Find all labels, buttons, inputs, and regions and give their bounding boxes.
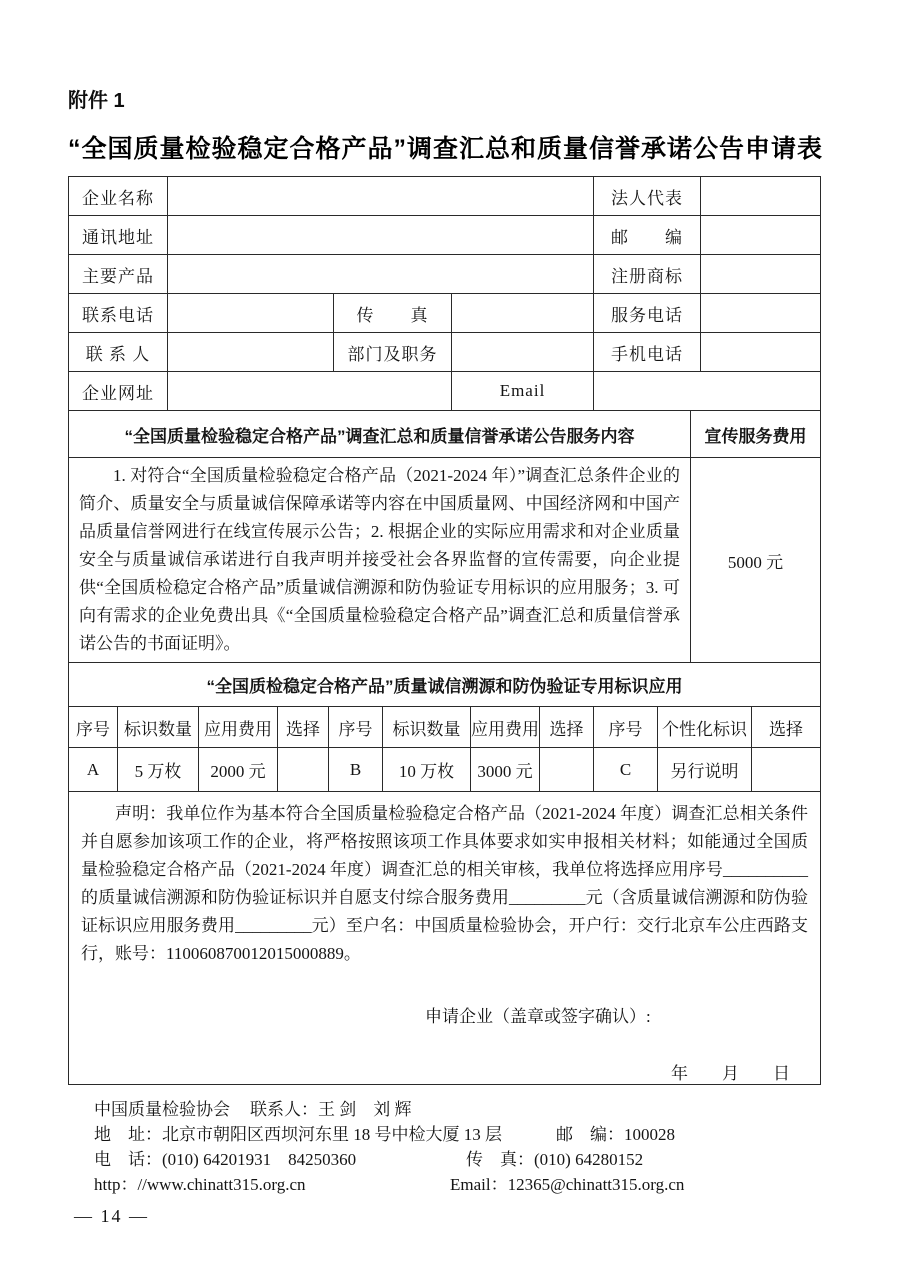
- option-b-fee: 3000 元: [471, 748, 540, 792]
- table-row: [69, 411, 821, 458]
- col-select-b: 选择: [540, 707, 594, 748]
- service-fee-value: 5000 元: [691, 458, 821, 663]
- table-row: [69, 216, 821, 255]
- postal-code-value-cell: [701, 216, 821, 255]
- service-phone-value-cell: [701, 294, 821, 333]
- table-row: [69, 255, 821, 294]
- option-a-qty: 5 万枚: [118, 748, 199, 792]
- trademark-value-cell: [701, 255, 821, 294]
- declaration-cell: [69, 792, 821, 1085]
- company-name-value-cell: [168, 177, 594, 216]
- email-value-cell: [594, 372, 821, 411]
- attachment-label: 附件 1: [68, 90, 125, 112]
- page-number: — 14 —: [74, 1206, 149, 1226]
- option-c-serial: C: [594, 748, 658, 792]
- mobile-phone-label: 手机电话: [594, 333, 701, 372]
- col-serial-a: 序号: [69, 707, 118, 748]
- col-select-a: 选择: [278, 707, 329, 748]
- postal-code-label: 邮 编: [594, 216, 701, 255]
- option-b-serial: B: [329, 748, 383, 792]
- col-fee-b: 应用费用: [471, 707, 540, 748]
- service-content-header: “全国质量检验稳定合格产品”调查汇总和质量信誉承诺公告服务内容: [69, 411, 691, 458]
- date-line: 年 月 日: [671, 1064, 790, 1083]
- contact-phone-value-cell: [168, 294, 334, 333]
- fax-value-cell: [452, 294, 594, 333]
- dept-title-label: 部门及职务: [334, 333, 452, 372]
- footer-fax: 传 真：(010) 64280152: [466, 1150, 644, 1169]
- option-a-serial: A: [69, 748, 118, 792]
- document-content: [68, 84, 824, 1227]
- option-c-select-cell: [752, 748, 821, 792]
- service-phone-label: 服务电话: [594, 294, 701, 333]
- option-c-custom: 另行说明: [658, 748, 752, 792]
- trademark-label: 注册商标: [594, 255, 701, 294]
- service-fee-header: 宣传服务费用: [691, 411, 821, 458]
- footer-contacts: 联系人：王 剑 刘 辉: [250, 1100, 412, 1119]
- signature-label: 申请企业（盖章或签字确认）:: [425, 1007, 651, 1026]
- table-row: [69, 294, 821, 333]
- email-label: Email: [452, 372, 594, 411]
- table-row: [69, 663, 821, 707]
- footer-org-line: [94, 1097, 820, 1122]
- table-row: [69, 458, 821, 663]
- main-products-value-cell: [168, 255, 594, 294]
- table-row: [69, 372, 821, 411]
- footer-postal: 邮 编：100028: [556, 1125, 675, 1144]
- enterprise-info-table: [68, 176, 821, 411]
- table-row: [69, 792, 821, 1085]
- table-row: [69, 333, 821, 372]
- declaration-table: [68, 791, 821, 1085]
- footer-org: 中国质量检验协会: [94, 1100, 230, 1119]
- website-value-cell: [168, 372, 452, 411]
- table-row: [69, 177, 821, 216]
- website-label: 企业网址: [69, 372, 168, 411]
- company-name-label: 企业名称: [69, 177, 168, 216]
- col-qty-b: 标识数量: [383, 707, 471, 748]
- declaration-text: 声明：我单位作为基本符合全国质量检验稳定合格产品（2021-2024 年度）调查汇总相关条件并自愿参加该项工作的企业，将严格按照该项工作具体要求如实申报相关材料；如能通过全国质量检验稳定合格产品（2021-2024 年度）调查汇总的相关审核，我单位将选择应用序号__________的质量诚信溯源和防伪验证标识并自愿支付综合服务费用_________元（含质量诚信溯源和防伪验证标识应用服务费用_________元）至户名：中国质量检验协会，开户行：交行北京车公庄西路支行，账号：110060870012015000889。: [81, 804, 808, 963]
- footer-phone-line: [94, 1147, 820, 1172]
- legal-rep-label: 法人代表: [594, 177, 701, 216]
- col-serial-c: 序号: [594, 707, 658, 748]
- option-a-fee: 2000 元: [199, 748, 278, 792]
- option-b-select-cell: [540, 748, 594, 792]
- contact-person-label: 联 系 人: [69, 333, 168, 372]
- col-custom-label: 个性化标识: [658, 707, 752, 748]
- col-qty-a: 标识数量: [118, 707, 199, 748]
- mobile-phone-value-cell: [701, 333, 821, 372]
- main-products-label: 主要产品: [69, 255, 168, 294]
- table-row: [69, 748, 821, 792]
- contact-person-value-cell: [168, 333, 334, 372]
- footer-address: 地 址：北京市朝阳区西坝河东里 18 号中检大厦 13 层: [94, 1125, 502, 1144]
- service-content-text: 1. 对符合“全国质量检验稳定合格产品（2021-2024 年）”调查汇总条件企业的简介、质量安全与质量诚信保障承诺等内容在中国质量网、中国经济网和中国产品质量信誉网进行在线宣传展示公告；2. 根据企业的实际应用需求和对企业质量安全与质量诚信承诺进行自我声明并接受社会各界监督的宣传需要，向企业提供“全国质检稳定合格产品”质量诚信溯源和防伪验证专用标识的应用服务；3. 可向有需求的企业免费出具《“全国质量检验稳定合格产品”调查汇总和质量信誉承诺公告的书面证明》。: [79, 466, 680, 653]
- option-b-qty: 10 万枚: [383, 748, 471, 792]
- mail-address-value-cell: [168, 216, 594, 255]
- page-title: “全国质量检验稳定合格产品”调查汇总和质量信誉承诺公告申请表: [68, 135, 824, 163]
- footer-contact-block: [94, 1097, 820, 1197]
- label-application-table: [68, 662, 821, 792]
- footer-website: http：//www.chinatt315.org.cn: [94, 1175, 306, 1194]
- label-section-header: “全国质检稳定合格产品”质量诚信溯源和防伪验证专用标识应用: [69, 663, 821, 707]
- col-fee-a: 应用费用: [199, 707, 278, 748]
- footer-web-line: [94, 1172, 820, 1197]
- table-row: [69, 707, 821, 748]
- footer-phone: 电 话：(010) 64201931 84250360: [94, 1150, 357, 1169]
- contact-phone-label: 联系电话: [69, 294, 168, 333]
- legal-rep-value-cell: [701, 177, 821, 216]
- option-a-select-cell: [278, 748, 329, 792]
- service-content-table: [68, 410, 821, 663]
- col-select-c: 选择: [752, 707, 821, 748]
- mail-address-label: 通讯地址: [69, 216, 168, 255]
- footer-email: Email：12365@chinatt315.org.cn: [450, 1175, 685, 1194]
- dept-title-value-cell: [452, 333, 594, 372]
- footer-address-line: [94, 1122, 820, 1147]
- fax-label: 传 真: [334, 294, 452, 333]
- col-serial-b: 序号: [329, 707, 383, 748]
- service-content-cell: [69, 458, 691, 663]
